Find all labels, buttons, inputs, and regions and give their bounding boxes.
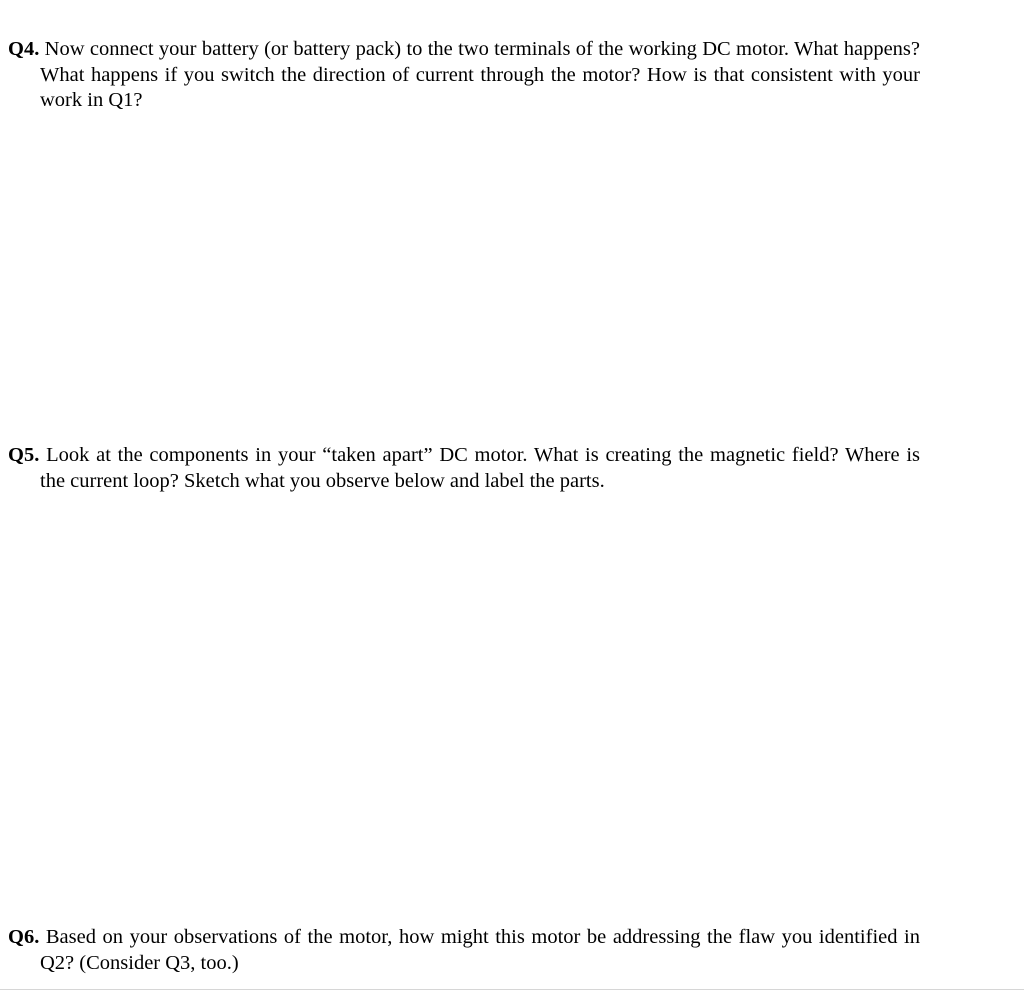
question-number: Q5. (8, 444, 40, 466)
question-number: Q4. (8, 38, 40, 60)
question-text: Based on your observations of the motor, how might this motor be addressing the flaw you identified in Q2? (Consider Q3, too.) (39, 926, 920, 974)
question-text: Now connect your battery (or battery pack) to the two terminals of the working DC motor. What happens? What happens if you switch the direction of current through the motor? How is that consistent with your work in Q1? (39, 38, 920, 111)
question-number: Q6. (8, 926, 40, 948)
page-bottom-divider (0, 989, 1024, 990)
question-q6 (8, 925, 920, 976)
question-q4 (8, 37, 920, 114)
question-text: Look at the components in your “taken apart” DC motor. What is creating the magnetic field? Where is the current loop? Sketch what you observe below and label the parts. (39, 444, 920, 492)
question-q5 (8, 443, 920, 494)
